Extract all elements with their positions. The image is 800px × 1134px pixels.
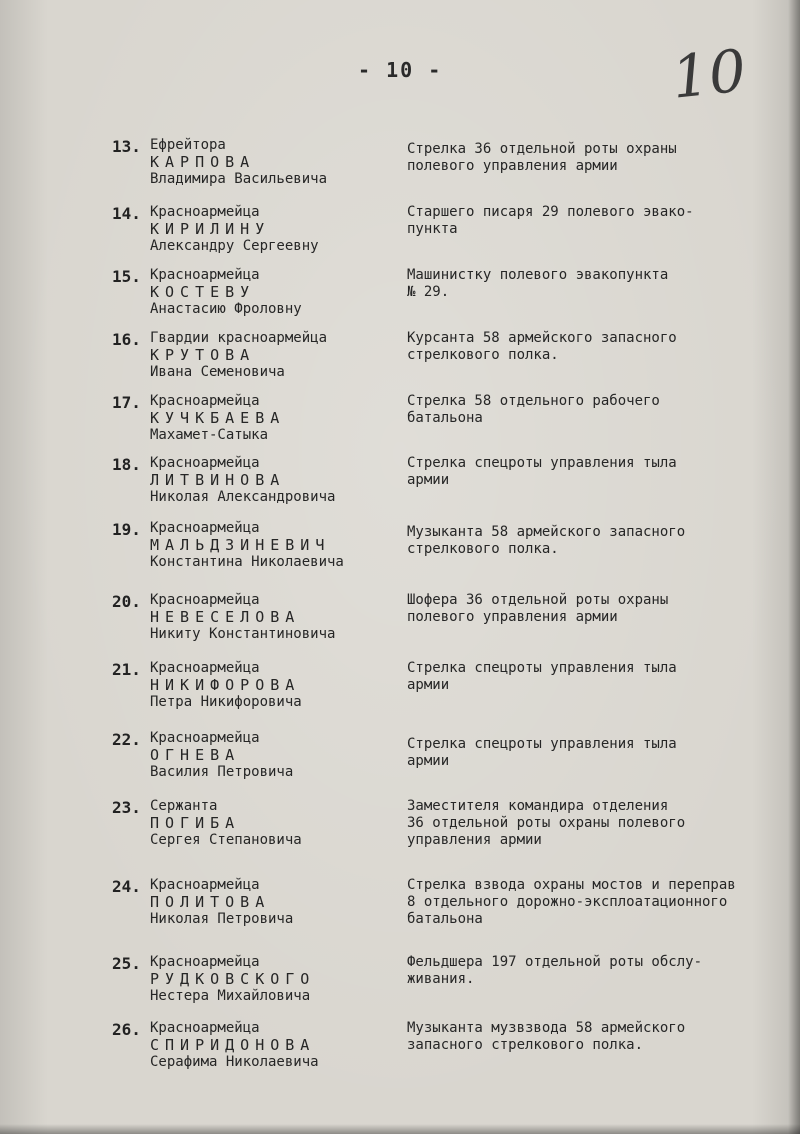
- entry-role: [407, 393, 660, 427]
- entry-surname: КОСТЕВУ: [150, 283, 256, 301]
- entry-number: 15.: [112, 267, 141, 286]
- entry-given-names: Владимира Васильевича: [150, 171, 328, 187]
- entry-number: 20.: [112, 592, 141, 611]
- entry-rank: Сержанта: [150, 798, 218, 814]
- entry-role: [407, 877, 736, 928]
- entry-rank: Ефрейтора: [150, 137, 226, 153]
- entry-role: [407, 592, 668, 626]
- entry-role-line: Стрелка 36 отдельной роты охраны: [407, 141, 677, 157]
- entry-role: [407, 141, 677, 175]
- entry-role-line: армии: [407, 677, 450, 693]
- entry-surname: ПОЛИТОВА: [150, 893, 271, 911]
- entry-surname: КИРИЛИНУ: [150, 220, 271, 238]
- entry-rank: Красноармейца: [150, 877, 260, 893]
- entry-role-line: стрелкового полка.: [407, 541, 559, 557]
- entry-given-names: Николая Александровича: [150, 489, 336, 505]
- entry-given-names: Василия Петровича: [150, 764, 294, 780]
- entry-number: 16.: [112, 330, 141, 349]
- entry-role: [407, 524, 685, 558]
- entry-role-line: Стрелка взвода охраны мостов и переправ: [407, 877, 736, 893]
- list-entry: [0, 730, 800, 800]
- entry-role-line: армии: [407, 472, 450, 488]
- entry-role-line: 36 отдельной роты охраны полевого: [407, 815, 686, 831]
- entry-role-line: Стрелка спецроты управления тыла: [407, 455, 677, 471]
- entry-role-line: Старшего писаря 29 полевого эвако-: [407, 204, 694, 220]
- entry-role-line: пункта: [407, 221, 458, 237]
- entry-role: [407, 455, 677, 489]
- page-number: - 10 -: [358, 58, 443, 82]
- entry-role-line: Шофера 36 отдельной роты охраны: [407, 592, 669, 608]
- entry-surname: ЛИТВИНОВА: [150, 471, 286, 489]
- entry-role: [407, 954, 702, 988]
- entry-role-line: полевого управления армии: [407, 609, 618, 625]
- list-entry: [0, 520, 800, 590]
- entry-role-line: 8 отдельного дорожно-эксплоатационного: [407, 894, 728, 910]
- entry-rank: Красноармейца: [150, 730, 260, 746]
- list-entry: [0, 1020, 800, 1090]
- list-entry: [0, 660, 800, 730]
- entry-role-line: живания.: [407, 971, 475, 987]
- entry-role: [407, 660, 677, 694]
- entry-surname: КАРПОВА: [150, 153, 256, 171]
- list-entry: [0, 393, 800, 463]
- entry-rank: Гвардии красноармейца: [150, 330, 328, 346]
- entry-number: 13.: [112, 137, 141, 156]
- entry-role-line: № 29.: [407, 284, 450, 300]
- entry-number: 17.: [112, 393, 141, 412]
- entry-given-names: Александру Сергеевну: [150, 238, 319, 254]
- entry-surname: РУДКОВСКОГО: [150, 970, 316, 988]
- list-entry: [0, 877, 800, 947]
- entry-rank: Красноармейца: [150, 455, 260, 471]
- entry-surname: КУЧКБАЕВА: [150, 409, 286, 427]
- entry-given-names: Махамет-Сатыка: [150, 427, 269, 443]
- entry-given-names: Серафима Николаевича: [150, 1054, 319, 1070]
- entry-rank: Красноармейца: [150, 954, 260, 970]
- entry-given-names: Ивана Семеновича: [150, 364, 285, 380]
- entry-role-line: армии: [407, 753, 450, 769]
- list-entry: [0, 592, 800, 662]
- entry-surname: НЕВЕСЕЛОВА: [150, 608, 301, 626]
- entry-role-line: Стрелка спецроты управления тыла: [407, 660, 677, 676]
- entry-role-line: Стрелка спецроты управления тыла: [407, 736, 677, 752]
- list-entry: [0, 267, 800, 337]
- entry-rank: Красноармейца: [150, 393, 260, 409]
- entry-given-names: Нестера Михайловича: [150, 988, 311, 1004]
- entry-role-line: Курсанта 58 армейского запасного: [407, 330, 677, 346]
- entry-role-line: полевого управления армии: [407, 158, 618, 174]
- entry-role-line: батальона: [407, 911, 483, 927]
- list-entry: [0, 137, 800, 207]
- list-entry: [0, 204, 800, 274]
- entry-given-names: Анастасию Фроловну: [150, 301, 302, 317]
- entry-rank: Красноармейца: [150, 204, 260, 220]
- entry-rank: Красноармейца: [150, 1020, 260, 1036]
- entry-rank: Красноармейца: [150, 267, 260, 283]
- entry-number: 24.: [112, 877, 141, 896]
- entry-surname: ПОГИБА: [150, 814, 241, 832]
- entry-number: 26.: [112, 1020, 141, 1039]
- entry-given-names: Сергея Степановича: [150, 832, 302, 848]
- entry-role-line: Машинистку полевого эвакопункта: [407, 267, 669, 283]
- entry-given-names: Константина Николаевича: [150, 554, 344, 570]
- entry-role: [407, 267, 668, 301]
- list-entry: [0, 798, 800, 868]
- entry-role-line: стрелкового полка.: [407, 347, 559, 363]
- entry-given-names: Петра Никифоровича: [150, 694, 302, 710]
- entry-role: [407, 798, 685, 849]
- entry-role-line: управления армии: [407, 832, 542, 848]
- entry-role: [407, 204, 694, 238]
- list-entry: [0, 455, 800, 525]
- page-bottom-shadow: [0, 1124, 800, 1134]
- entry-role-line: Музыканта 58 армейского запасного: [407, 524, 686, 540]
- entry-surname: МАЛЬДЗИНЕВИЧ: [150, 536, 331, 554]
- entry-number: 21.: [112, 660, 141, 679]
- entry-role-line: батальона: [407, 410, 483, 426]
- entry-rank: Красноармейца: [150, 660, 260, 676]
- list-entry: [0, 330, 800, 400]
- entry-number: 23.: [112, 798, 141, 817]
- entry-role-line: Музыканта музвзвода 58 армейского: [407, 1020, 686, 1036]
- entry-surname: СПИРИДОНОВА: [150, 1036, 316, 1054]
- entry-role: [407, 330, 677, 364]
- entry-number: 19.: [112, 520, 141, 539]
- entry-number: 18.: [112, 455, 141, 474]
- entry-role: [407, 1020, 685, 1054]
- entry-number: 14.: [112, 204, 141, 223]
- entry-given-names: Никиту Константиновича: [150, 626, 336, 642]
- page-edge-shadow: [788, 0, 800, 1134]
- entry-number: 22.: [112, 730, 141, 749]
- entry-role: [407, 736, 677, 770]
- entry-role-line: Стрелка 58 отдельного рабочего: [407, 393, 660, 409]
- entry-rank: Красноармейца: [150, 592, 260, 608]
- entry-surname: НИКИФОРОВА: [150, 676, 301, 694]
- entry-role-line: Фельдшера 197 отдельной роты обслу-: [407, 954, 703, 970]
- entry-role-line: Заместителя командира отделения: [407, 798, 669, 814]
- entry-surname: ОГНЕВА: [150, 746, 241, 764]
- list-entry: [0, 954, 800, 1024]
- entry-number: 25.: [112, 954, 141, 973]
- entry-surname: КРУТОВА: [150, 346, 256, 364]
- handwritten-page-number: 10: [668, 36, 750, 112]
- entry-rank: Красноармейца: [150, 520, 260, 536]
- entry-role-line: запасного стрелкового полка.: [407, 1037, 644, 1053]
- entry-given-names: Николая Петровича: [150, 911, 294, 927]
